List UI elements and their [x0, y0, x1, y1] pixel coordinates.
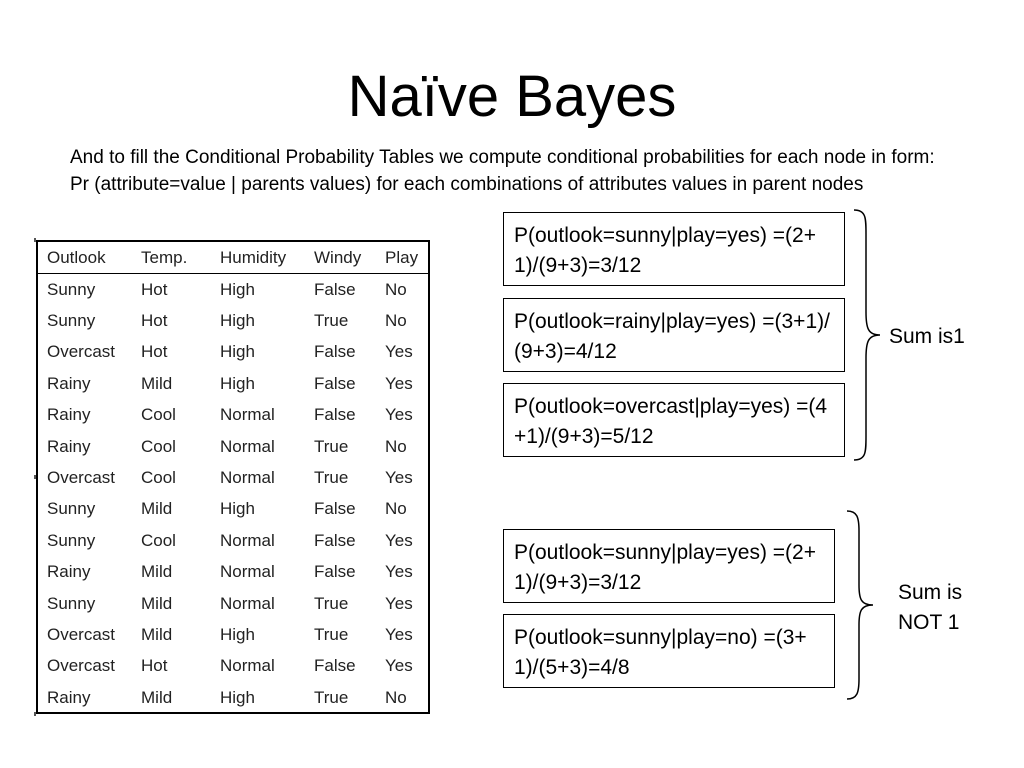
table-cell: Rainy: [47, 373, 91, 393]
table-cell: Mild: [141, 593, 173, 613]
table-cell: Sunny: [47, 593, 96, 613]
table-cell: Hot: [141, 311, 168, 331]
table-cell: High: [220, 687, 255, 707]
brace-icon: [850, 208, 890, 462]
table-cell: High: [220, 279, 255, 299]
intro-text: And to fill the Conditional Probability Tables we compute conditional probabilities for each node in form: Pr (attribute=value | parents values) for each combinations of attributes values in parent nodes: [70, 147, 935, 195]
table-cell: Normal: [220, 562, 275, 582]
table-cell: True: [314, 311, 349, 331]
table-cell: High: [220, 499, 255, 519]
table-cell: False: [314, 530, 356, 550]
table-row: [38, 525, 428, 556]
table-cell: Yes: [385, 656, 413, 676]
table-cell: Overcast: [47, 342, 116, 362]
table-cell: True: [314, 593, 349, 613]
table-cell: Mild: [141, 562, 173, 582]
probability-box: P(outlook=sunny|play=yes) =(2+1)/(9+3)=3/12: [503, 529, 835, 603]
table-cell: Yes: [385, 624, 413, 644]
table-cell: False: [314, 342, 356, 362]
probability-box: P(outlook=sunny|play=yes) =(2+1)/(9+3)=3/12: [503, 212, 845, 286]
column-header-humidity: Humidity: [211, 242, 305, 274]
table-cell: Overcast: [47, 624, 116, 644]
table-cell: Sunny: [47, 311, 96, 331]
probability-box: P(outlook=rainy|play=yes) =(3+1)/(9+3)=4/12: [503, 298, 845, 372]
table-cell: False: [314, 279, 356, 299]
table-row: [38, 368, 428, 399]
table-cell: Normal: [220, 656, 275, 676]
table-cell: True: [314, 436, 349, 456]
table-cell: Rainy: [47, 405, 91, 425]
table-row: [38, 588, 428, 619]
table-cell: Rainy: [47, 436, 91, 456]
table-cell: False: [314, 373, 356, 393]
brace-icon: [845, 509, 881, 701]
table-cell: Yes: [385, 468, 413, 488]
table-cell: High: [220, 373, 255, 393]
table-row: [38, 337, 428, 368]
table-cell: Hot: [141, 342, 168, 362]
column-header-temp: Temp.: [132, 242, 211, 274]
table-row: [38, 400, 428, 431]
table-row: [38, 462, 428, 493]
table-cell: Sunny: [47, 279, 96, 299]
table-cell: Yes: [385, 405, 413, 425]
table-cell: Hot: [141, 279, 168, 299]
table-cell: Yes: [385, 562, 413, 582]
column-header-windy: Windy: [305, 242, 376, 274]
table-cell: Mild: [141, 499, 173, 519]
table-cell: High: [220, 624, 255, 644]
table-cell: True: [314, 687, 349, 707]
column-header-outlook: Outlook: [38, 242, 132, 274]
probability-box: P(outlook=sunny|play=no) =(3+1)/(5+3)=4/8: [503, 614, 835, 688]
table-cell: High: [220, 342, 255, 362]
sum-label: Sum is NOT 1: [898, 581, 963, 634]
table-cell: False: [314, 562, 356, 582]
table-row: [38, 305, 428, 336]
table-row: [38, 494, 428, 525]
table-cell: False: [314, 405, 356, 425]
table-row: [38, 682, 428, 713]
probability-box: P(outlook=overcast|play=yes) =(4+1)/(9+3)=5/12: [503, 383, 845, 457]
table-body: [38, 274, 428, 714]
table-cell: Normal: [220, 405, 275, 425]
table-row: [38, 431, 428, 462]
table-cell: False: [314, 499, 356, 519]
table-cell: Cool: [141, 468, 176, 488]
table-cell: Mild: [141, 687, 173, 707]
table-cell: Yes: [385, 530, 413, 550]
table-cell: Cool: [141, 530, 176, 550]
table-cell: True: [314, 468, 349, 488]
table-cell: Yes: [385, 373, 413, 393]
table-row: [38, 274, 428, 306]
table-cell: Sunny: [47, 530, 96, 550]
weather-table: [36, 240, 430, 714]
table-cell: Rainy: [47, 687, 91, 707]
table-cell: Rainy: [47, 562, 91, 582]
table-cell: Normal: [220, 436, 275, 456]
table-row: [38, 619, 428, 650]
table-row: [38, 557, 428, 588]
table-cell: Normal: [220, 530, 275, 550]
slide-title: Naïve Bayes: [347, 64, 677, 129]
table-cell: Hot: [141, 656, 168, 676]
table-cell: Cool: [141, 405, 176, 425]
table-cell: Yes: [385, 342, 413, 362]
table-cell: Sunny: [47, 499, 96, 519]
table-cell: No: [385, 499, 407, 519]
table-cell: No: [385, 687, 407, 707]
column-header-play: Play: [376, 242, 428, 274]
table-cell: Mild: [141, 624, 173, 644]
table-cell: Normal: [220, 468, 275, 488]
table-cell: Yes: [385, 593, 413, 613]
table-cell: False: [314, 656, 356, 676]
sum-label: Sum is1: [889, 325, 965, 348]
table-cell: Normal: [220, 593, 275, 613]
table-cell: No: [385, 436, 407, 456]
table-cell: Mild: [141, 373, 173, 393]
table-cell: No: [385, 279, 407, 299]
table-header-row: [38, 242, 428, 274]
table-cell: No: [385, 311, 407, 331]
table-cell: Cool: [141, 436, 176, 456]
table-cell: True: [314, 624, 349, 644]
table-row: [38, 651, 428, 682]
table-cell: Overcast: [47, 468, 116, 488]
table-cell: Overcast: [47, 656, 116, 676]
table-cell: High: [220, 311, 255, 331]
